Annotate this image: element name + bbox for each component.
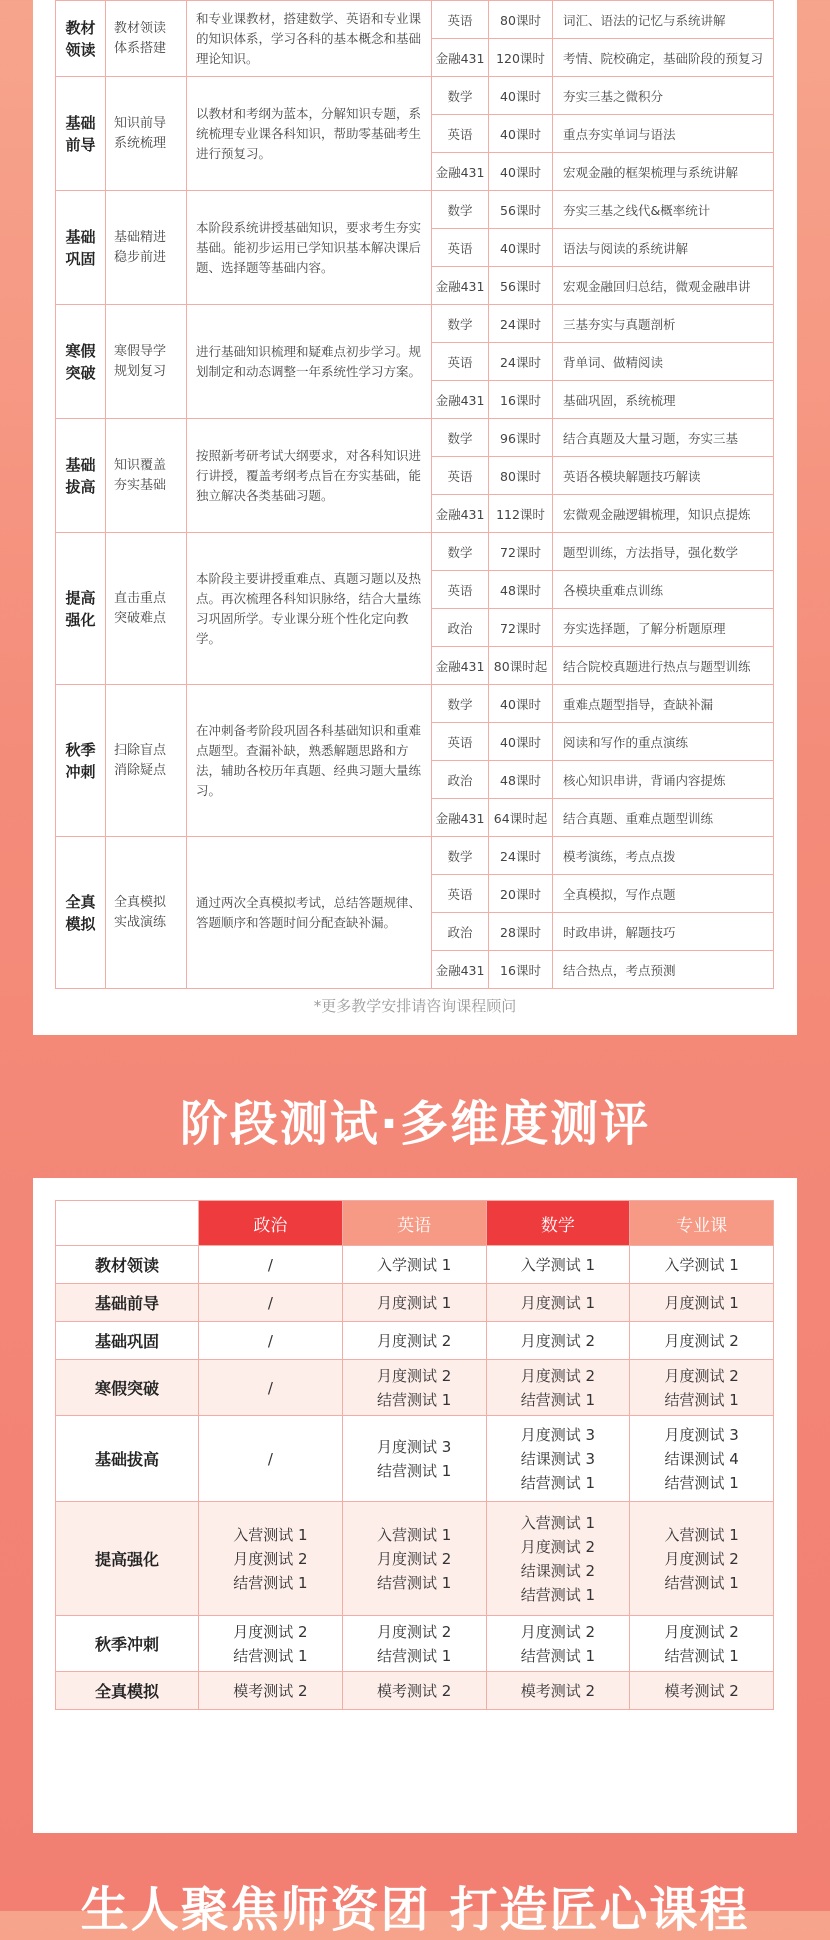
evaluation-cell-text: 月度测试 1 — [520, 1293, 596, 1312]
evaluation-cell-text: 入营测试 1 月度测试 2 结课测试 2 结营测试 1 — [520, 1513, 596, 1604]
stage-name-text: 全真 模拟 — [65, 892, 96, 933]
evaluation-cell — [630, 1246, 774, 1284]
content-cell: 语法与阅读的系统讲解 — [553, 229, 774, 267]
content-cell: 核心知识串讲，背诵内容提炼 — [553, 761, 774, 799]
stage-name-text: 基础 巩固 — [65, 227, 96, 268]
content-cell: 宏观金融回归总结，微观金融串讲 — [553, 267, 774, 305]
subject-cell: 数学 — [432, 533, 489, 571]
stage-description-text: 进行基础知识梳理和疑难点初步学习。规划制定和动态调整一年系统性学习方案。 — [196, 343, 422, 379]
evaluation-cell-text: 月度测试 2 结营测试 1 — [520, 1366, 596, 1409]
evaluation-cell-text: 月度测试 3 结课测试 4 结营测试 1 — [664, 1425, 739, 1492]
subject-cell: 数学 — [432, 837, 489, 875]
subject-cell: 数学 — [432, 77, 489, 115]
evaluation-cell — [630, 1502, 774, 1616]
evaluation-cell-text: 模考测试 2 — [664, 1681, 739, 1700]
subject-cell: 英语 — [432, 723, 489, 761]
evaluation-row — [56, 1672, 774, 1710]
evaluation-cell-text: 月度测试 1 — [664, 1293, 739, 1312]
content-cell: 时政串讲，解题技巧 — [553, 913, 774, 951]
evaluation-cell-text: 入营测试 1 月度测试 2 结营测试 1 — [376, 1525, 452, 1592]
evaluation-cell — [199, 1502, 343, 1616]
hours-cell: 56课时 — [489, 191, 553, 229]
content-cell: 结合热点，考点预测 — [553, 951, 774, 989]
content-cell: 结合真题及大量习题，夯实三基 — [553, 419, 774, 457]
stage-description — [187, 305, 432, 419]
content-cell: 阅读和写作的重点演练 — [553, 723, 774, 761]
schedule-row — [56, 837, 774, 875]
evaluation-cell-text: 入学测试 1 — [520, 1255, 596, 1274]
stage-description-text: 在冲刺备考阶段巩固各科基础知识和重难点题型。查漏补缺，熟悉解题思路和方法，辅助各校历年真题、经典习题大量练习。 — [196, 722, 422, 798]
stage-description — [187, 837, 432, 989]
evaluation-cell — [630, 1322, 774, 1360]
stage-subtitle-text: 基础精进 稳步前进 — [114, 229, 167, 265]
subject-cell: 金融431 — [432, 647, 489, 685]
stage-name — [56, 191, 106, 305]
content-cell: 背单词、做精阅读 — [553, 343, 774, 381]
hours-cell: 48课时 — [489, 571, 553, 609]
evaluation-cell — [486, 1616, 630, 1672]
evaluation-stage: 秋季冲刺 — [56, 1616, 199, 1672]
stage-subtitle — [106, 191, 187, 305]
content-cell: 夯实三基之微积分 — [553, 77, 774, 115]
schedule-panel — [33, 0, 797, 1035]
header-subject: 英语 — [342, 1201, 486, 1246]
evaluation-cell-text: / — [267, 1293, 273, 1312]
subject-cell: 英语 — [432, 457, 489, 495]
subject-cell: 金融431 — [432, 951, 489, 989]
evaluation-cell — [342, 1502, 486, 1616]
evaluation-cell — [342, 1246, 486, 1284]
stage-name — [56, 685, 106, 837]
content-cell: 重难点题型指导，查缺补漏 — [553, 685, 774, 723]
hours-cell: 120课时 — [489, 39, 553, 77]
stage-subtitle — [106, 419, 187, 533]
subject-cell: 数学 — [432, 305, 489, 343]
subject-cell: 数学 — [432, 685, 489, 723]
evaluation-stage: 提高强化 — [56, 1502, 199, 1616]
schedule-row — [56, 191, 774, 229]
evaluation-stage: 全真模拟 — [56, 1672, 199, 1710]
subject-cell: 政治 — [432, 913, 489, 951]
evaluation-cell — [342, 1416, 486, 1502]
hours-cell: 16课时 — [489, 951, 553, 989]
evaluation-cell-text: 月度测试 2 — [376, 1331, 452, 1350]
evaluation-cell-text: 模考测试 2 — [233, 1681, 308, 1700]
subject-cell: 金融431 — [432, 381, 489, 419]
evaluation-cell — [342, 1322, 486, 1360]
evaluation-cell-text: / — [267, 1255, 273, 1274]
hours-cell: 40课时 — [489, 153, 553, 191]
stage-subtitle-text: 教材领读 体系搭建 — [114, 20, 167, 56]
hours-cell: 40课时 — [489, 77, 553, 115]
stage-subtitle-text: 知识覆盖 夯实基础 — [114, 457, 167, 493]
stage-description-text: 本阶段主要讲授重难点、真题习题以及热点。再次梳理各科知识脉络，结合大量练习巩固所学。专业课分班个性化定向教学。 — [196, 570, 422, 646]
subject-cell: 政治 — [432, 761, 489, 799]
subject-cell: 金融431 — [432, 267, 489, 305]
evaluation-cell-text: / — [267, 1449, 273, 1468]
evaluation-row — [56, 1502, 774, 1616]
stage-description — [187, 685, 432, 837]
evaluation-cell-text: 模考测试 2 — [376, 1681, 452, 1700]
evaluation-cell-text: / — [267, 1378, 273, 1397]
hours-cell: 24课时 — [489, 837, 553, 875]
evaluation-cell-text: 月度测试 3 结课测试 3 结营测试 1 — [520, 1425, 596, 1492]
evaluation-header-row — [56, 1201, 774, 1246]
schedule-row — [56, 1, 774, 39]
content-cell: 重点夯实单词与语法 — [553, 115, 774, 153]
hours-cell: 40课时 — [489, 723, 553, 761]
stage-description-text: 通过两次全真模拟考试，总结答题规律、答题顺序和答题时间分配查缺补漏。 — [196, 894, 422, 930]
evaluation-cell — [342, 1672, 486, 1710]
schedule-row — [56, 77, 774, 115]
section-heading: 阶段测试·多维度测评 — [179, 1096, 651, 1152]
hours-cell: 24课时 — [489, 343, 553, 381]
content-cell: 夯实选择题，了解分析题原理 — [553, 609, 774, 647]
stage-name — [56, 837, 106, 989]
evaluation-cell-text: 月度测试 2 结营测试 1 — [520, 1622, 596, 1665]
evaluation-cell-text: 入营测试 1 月度测试 2 结营测试 1 — [664, 1525, 739, 1592]
header-subject: 专业课 — [630, 1201, 774, 1246]
evaluation-cell-text: 月度测试 2 结营测试 1 — [233, 1622, 308, 1665]
subject-cell: 政治 — [432, 609, 489, 647]
stage-subtitle-text: 寒假导学 规划复习 — [114, 343, 167, 379]
stage-description — [187, 191, 432, 305]
evaluation-cell-text: 月度测试 2 结营测试 1 — [376, 1622, 452, 1665]
evaluation-cell-text: 模考测试 2 — [520, 1681, 596, 1700]
stage-subtitle — [106, 837, 187, 989]
hours-cell: 72课时 — [489, 609, 553, 647]
hours-cell: 20课时 — [489, 875, 553, 913]
evaluation-cell — [342, 1360, 486, 1416]
subject-cell: 数学 — [432, 419, 489, 457]
stage-name-text: 基础 前导 — [65, 113, 96, 154]
evaluation-cell-text: 月度测试 3 结营测试 1 — [376, 1437, 452, 1480]
stage-name — [56, 305, 106, 419]
evaluation-cell — [630, 1416, 774, 1502]
evaluation-cell — [199, 1322, 343, 1360]
stage-name-text: 寒假 突破 — [65, 341, 96, 382]
stage-description-text: 按照新考研考试大纲要求，对各科知识进行讲授，覆盖考纲考点旨在夯实基础，能独立解决各类基础习题。 — [196, 447, 422, 503]
hours-cell: 24课时 — [489, 305, 553, 343]
schedule-table — [55, 0, 774, 989]
stage-description — [187, 533, 432, 685]
stage-name — [56, 533, 106, 685]
content-cell: 全真模拟，写作点题 — [553, 875, 774, 913]
evaluation-cell — [342, 1616, 486, 1672]
evaluation-row — [56, 1322, 774, 1360]
evaluation-cell — [486, 1360, 630, 1416]
hours-cell: 72课时 — [489, 533, 553, 571]
stage-name — [56, 1, 106, 77]
content-cell: 英语各模块解题技巧解读 — [553, 457, 774, 495]
subject-cell: 金融431 — [432, 39, 489, 77]
evaluation-cell — [199, 1616, 343, 1672]
hours-cell: 28课时 — [489, 913, 553, 951]
stage-name — [56, 419, 106, 533]
subject-cell: 英语 — [432, 229, 489, 267]
evaluation-cell-text: 入学测试 1 — [376, 1255, 452, 1274]
evaluation-stage: 教材领读 — [56, 1246, 199, 1284]
evaluation-stage: 寒假突破 — [56, 1360, 199, 1416]
stage-name-text: 基础 拔高 — [65, 455, 96, 496]
hours-cell: 64课时起 — [489, 799, 553, 837]
content-cell: 结合真题、重难点题型训练 — [553, 799, 774, 837]
evaluation-cell — [630, 1360, 774, 1416]
evaluation-cell-text: 入营测试 1 月度测试 2 结营测试 1 — [233, 1525, 308, 1592]
subject-cell: 英语 — [432, 115, 489, 153]
subject-cell: 金融431 — [432, 495, 489, 533]
evaluation-cell-text: 月度测试 2 结营测试 1 — [376, 1366, 452, 1409]
evaluation-cell — [199, 1360, 343, 1416]
schedule-row — [56, 685, 774, 723]
stage-name-text: 秋季 冲刺 — [65, 740, 96, 781]
evaluation-cell — [486, 1322, 630, 1360]
stage-subtitle-text: 全真模拟 实战演练 — [114, 894, 167, 930]
evaluation-cell — [199, 1246, 343, 1284]
stage-subtitle-text: 知识前导 系统梳理 — [114, 115, 167, 151]
hours-cell: 40课时 — [489, 685, 553, 723]
stage-description — [187, 77, 432, 191]
evaluation-cell — [486, 1416, 630, 1502]
hours-cell: 56课时 — [489, 267, 553, 305]
stage-description-text: 以教材和考纲为蓝本，分解知识专题，系统梳理专业课各科知识，帮助零基础考生进行预复习。 — [196, 105, 422, 161]
evaluation-row — [56, 1284, 774, 1322]
subject-cell: 金融431 — [432, 153, 489, 191]
subject-cell: 英语 — [432, 571, 489, 609]
subject-cell: 英语 — [432, 343, 489, 381]
content-cell: 考情、院校确定，基础阶段的预复习 — [553, 39, 774, 77]
content-cell: 结合院校真题进行热点与题型训练 — [553, 647, 774, 685]
hours-cell: 80课时起 — [489, 647, 553, 685]
stage-description — [187, 1, 432, 77]
content-cell: 题型训练，方法指导，强化数学 — [553, 533, 774, 571]
stage-description-text: 和专业课教材，搭建数学、英语和专业课的知识体系，学习各科的基本概念和基础理论知识。 — [196, 10, 422, 66]
hours-cell: 40课时 — [489, 115, 553, 153]
evaluation-cell — [486, 1502, 630, 1616]
subject-cell: 数学 — [432, 191, 489, 229]
evaluation-cell — [486, 1246, 630, 1284]
evaluation-cell-text: 月度测试 2 结营测试 1 — [664, 1366, 739, 1409]
evaluation-cell — [199, 1416, 343, 1502]
stage-description-text: 本阶段系统讲授基础知识，要求考生夯实基础。能初步运用已学知识基本解决课后题、选择题等基础内容。 — [196, 219, 422, 275]
evaluation-cell-text: 月度测试 2 — [664, 1331, 739, 1350]
evaluation-cell — [199, 1284, 343, 1322]
evaluation-row — [56, 1616, 774, 1672]
subject-cell: 英语 — [432, 875, 489, 913]
evaluation-cell — [486, 1672, 630, 1710]
evaluation-row — [56, 1416, 774, 1502]
subject-cell: 金融431 — [432, 799, 489, 837]
header-subject: 政治 — [199, 1201, 343, 1246]
schedule-row — [56, 533, 774, 571]
evaluation-cell — [486, 1284, 630, 1322]
schedule-row — [56, 419, 774, 457]
stage-subtitle — [106, 533, 187, 685]
evaluation-cell-text: 入学测试 1 — [664, 1255, 739, 1274]
content-cell: 三基夯实与真题剖析 — [553, 305, 774, 343]
evaluation-cell — [630, 1284, 774, 1322]
subject-cell: 英语 — [432, 1, 489, 39]
stage-subtitle — [106, 685, 187, 837]
evaluation-row — [56, 1360, 774, 1416]
header-subject: 数学 — [486, 1201, 630, 1246]
evaluation-cell — [630, 1616, 774, 1672]
content-cell: 词汇、语法的记忆与系统讲解 — [553, 1, 774, 39]
content-cell: 宏微观金融逻辑梳理，知识点提炼 — [553, 495, 774, 533]
content-cell: 模考演练，考点点拨 — [553, 837, 774, 875]
evaluation-panel — [33, 1178, 797, 1833]
evaluation-stage: 基础前导 — [56, 1284, 199, 1322]
stage-name-text: 提高 强化 — [65, 588, 96, 629]
evaluation-table — [55, 1200, 774, 1710]
hours-cell: 48课时 — [489, 761, 553, 799]
schedule-row — [56, 305, 774, 343]
evaluation-cell — [199, 1672, 343, 1710]
content-cell: 基础巩固，系统梳理 — [553, 381, 774, 419]
footnote: *更多教学安排请咨询课程顾问 — [313, 997, 517, 1015]
evaluation-stage: 基础巩固 — [56, 1322, 199, 1360]
stage-subtitle — [106, 305, 187, 419]
stage-subtitle-text: 直击重点 突破难点 — [114, 590, 167, 626]
header-blank — [56, 1201, 199, 1246]
hours-cell: 16课时 — [489, 381, 553, 419]
bottom-heading: 生人聚焦师资团 打造匠心课程 — [80, 1882, 750, 1938]
stage-description — [187, 419, 432, 533]
hours-cell: 96课时 — [489, 419, 553, 457]
evaluation-cell — [630, 1672, 774, 1710]
content-cell: 各模块重难点训练 — [553, 571, 774, 609]
hours-cell: 80课时 — [489, 1, 553, 39]
evaluation-cell-text: 月度测试 2 — [520, 1331, 596, 1350]
stage-name — [56, 77, 106, 191]
evaluation-cell-text: 月度测试 2 结营测试 1 — [664, 1622, 739, 1665]
stage-subtitle-text: 扫除盲点 消除疑点 — [114, 742, 167, 778]
content-cell: 宏观金融的框架梳理与系统讲解 — [553, 153, 774, 191]
evaluation-row — [56, 1246, 774, 1284]
hours-cell: 112课时 — [489, 495, 553, 533]
hours-cell: 80课时 — [489, 457, 553, 495]
stage-name-text: 教材 领读 — [65, 18, 96, 59]
stage-subtitle — [106, 77, 187, 191]
content-cell: 夯实三基之线代&概率统计 — [553, 191, 774, 229]
hours-cell: 40课时 — [489, 229, 553, 267]
evaluation-cell-text: / — [267, 1331, 273, 1350]
evaluation-cell-text: 月度测试 1 — [376, 1293, 452, 1312]
evaluation-cell — [342, 1284, 486, 1322]
stage-subtitle — [106, 1, 187, 77]
evaluation-stage: 基础拔高 — [56, 1416, 199, 1502]
